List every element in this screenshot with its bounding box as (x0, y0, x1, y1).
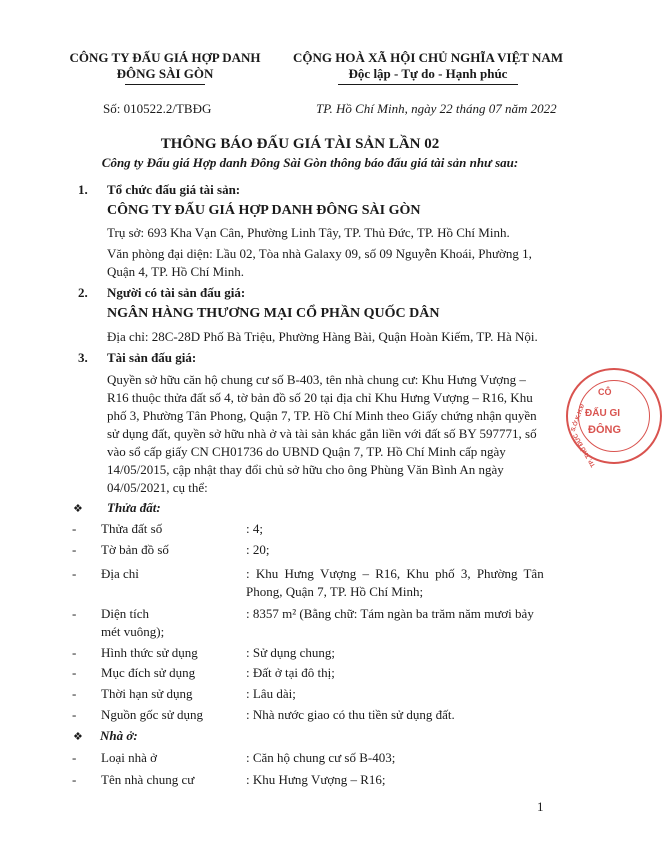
house-row-value: : Căn hộ chung cư số B-403; (246, 750, 396, 765)
asset-desc-line: 14/05/2015, cập nhật thay đổi chủ sở hữu cho ông Phùng Văn Bình An ngày (107, 462, 504, 477)
land-row-dash: - (72, 707, 77, 722)
section1-heading: Tổ chức đấu giá tài sản: (107, 182, 241, 197)
place-date: TP. Hồ Chí Minh, ngày 22 tháng 07 năm 2022 (316, 101, 557, 116)
asset-desc-line: Quyền sở hữu căn hộ chung cư số B-403, tên nhà chung cư: Khu Hưng Vượng – (107, 372, 526, 387)
land-row-label: Nguồn gốc sử dụng (101, 707, 204, 722)
land-row-label: Mục đích sử dụng (101, 665, 196, 680)
land-row-dash: - (72, 645, 77, 660)
land-row-dash: - (72, 566, 77, 581)
land-row-value-cont: mét vuông); (101, 624, 165, 639)
land-row-dash: - (72, 542, 77, 557)
house-heading: Nhà ở: (100, 728, 138, 743)
land-row-value: : Sử dụng chung; (246, 645, 336, 660)
land-row-dash: - (72, 521, 77, 536)
land-row-dash: - (72, 686, 77, 701)
company-underline (125, 84, 205, 85)
land-row-label: Địa chỉ (101, 566, 139, 581)
asset-desc-line: phố 3, Phường Tân Phong, Quận 7, TP. Hồ Chí Minh theo Giấy chứng nhận quyền (107, 408, 537, 423)
seal-rim-text: TP. THỦ ĐỨC (572, 432, 598, 468)
house-row-value: : Khu Hưng Vượng – R16; (246, 772, 386, 787)
section3-heading: Tài sản đấu giá: (107, 350, 197, 365)
asset-desc-line: vào sổ cấp giấy CN CH01736 do UBND Quận 7, TP. Hồ Chí Minh cấp ngày (107, 444, 506, 459)
auction-org-name: CÔNG TY ĐẤU GIÁ HỢP DANH ĐÔNG SÀI GÒN (107, 203, 421, 218)
land-row-label: Diện tích (101, 606, 150, 621)
land-row-label: Thời hạn sử dụng (101, 686, 193, 701)
land-row-value: : Nhà nước giao có thu tiền sử dụng đất. (246, 707, 455, 722)
land-row-label: Tờ bản đồ số (101, 542, 169, 557)
asset-owner-name: NGÂN HÀNG THƯƠNG MẠI CỔ PHẦN QUỐC DÂN (107, 306, 440, 321)
land-row-value: : Lâu dài; (246, 686, 296, 701)
document-title: THÔNG BÁO ĐẤU GIÁ TÀI SẢN LẦN 02 (160, 136, 440, 152)
document-subtitle: Công ty Đấu giá Hợp danh Đông Sài Gòn thông báo đấu giá tài sản như sau: (101, 155, 519, 170)
auction-office-line2: Quận 4, TP. Hồ Chí Minh. (107, 264, 244, 279)
diamond-bullet-icon: ❖ (73, 503, 83, 515)
house-row-label: Tên nhà chung cư (101, 772, 195, 787)
land-row-dash: - (72, 665, 77, 680)
land-row-value: : Đất ở tại đô thị; (246, 665, 335, 680)
nation-line1: CỘNG HOÀ XÃ HỘI CHỦ NGHĨA VIỆT NAM (292, 50, 564, 65)
auction-org-address: Trụ sở: 693 Kha Vạn Cân, Phường Linh Tây, TP. Thủ Đức, TP. Hồ Chí Minh. (107, 225, 510, 240)
land-row-label: Hình thức sử dụng (101, 645, 198, 660)
seal-outer-ring (566, 368, 662, 468)
seal-inner-ring (578, 380, 650, 452)
land-heading: Thửa đất: (107, 500, 161, 515)
section3-number: 3. (78, 350, 88, 365)
section2-heading: Người có tài sản đấu giá: (107, 285, 246, 300)
seal-text-top: CÔ (598, 387, 612, 397)
house-row-dash: - (72, 772, 77, 787)
asset-desc-line: 04/05/2021, cụ thể: (107, 480, 208, 495)
diamond-bullet-icon: ❖ (73, 731, 83, 743)
land-row-value-cont: Phong, Quận 7, TP. Hồ Chí Minh; (246, 584, 424, 599)
land-row-value: : 20; (246, 542, 270, 557)
company-name-line1: CÔNG TY ĐẤU GIÁ HỢP DANH (69, 50, 261, 65)
house-row-label: Loại nhà ở (101, 750, 157, 765)
seal-rim-text: S.Ở.K.H.Đ (570, 403, 587, 433)
land-row-label: Thửa đất số (101, 521, 163, 536)
seal-text-middle: ĐẤU GI (585, 408, 620, 419)
page-number: 1 (537, 799, 544, 814)
nation-underline (338, 84, 518, 85)
land-row-value: : 4; (246, 521, 263, 536)
asset-desc-line: R16 thuộc thửa đất số 4, tờ bản đồ số 20 tại địa chỉ Khu Hưng Vượng – R16, Khu (107, 390, 533, 405)
company-name-line2: ĐÔNG SÀI GÒN (116, 66, 214, 81)
asset-owner-address: Địa chỉ: 28C-28D Phố Bà Triệu, Phường Hàng Bài, Quận Hoàn Kiếm, TP. Hà Nội. (107, 329, 538, 344)
land-row-dash: - (72, 606, 77, 621)
nation-line2: Độc lập - Tự do - Hạnh phúc (348, 66, 508, 81)
auction-office-line1: Văn phòng đại diện: Lầu 02, Tòa nhà Galaxy 09, số 09 Nguyễn Khoái, Phường 1, (107, 246, 532, 261)
land-row-value: : Khu Hưng Vượng – R16, Khu phố 3, Phường Tân (246, 566, 544, 581)
house-row-dash: - (72, 750, 77, 765)
seal-text-bottom: ĐÔNG (588, 424, 621, 436)
land-row-value: : 8357 m² (Bằng chữ: Tám ngàn ba trăm năm mươi bảy (246, 606, 534, 621)
document-number: Số: 010522.2/TBĐG (103, 101, 212, 116)
section2-number: 2. (78, 285, 88, 300)
section1-number: 1. (78, 182, 88, 197)
asset-desc-line: sử dụng đất, quyền sở hữu nhà ở và tài sản khác gắn liền với đất số BY 597771, số (107, 426, 537, 441)
